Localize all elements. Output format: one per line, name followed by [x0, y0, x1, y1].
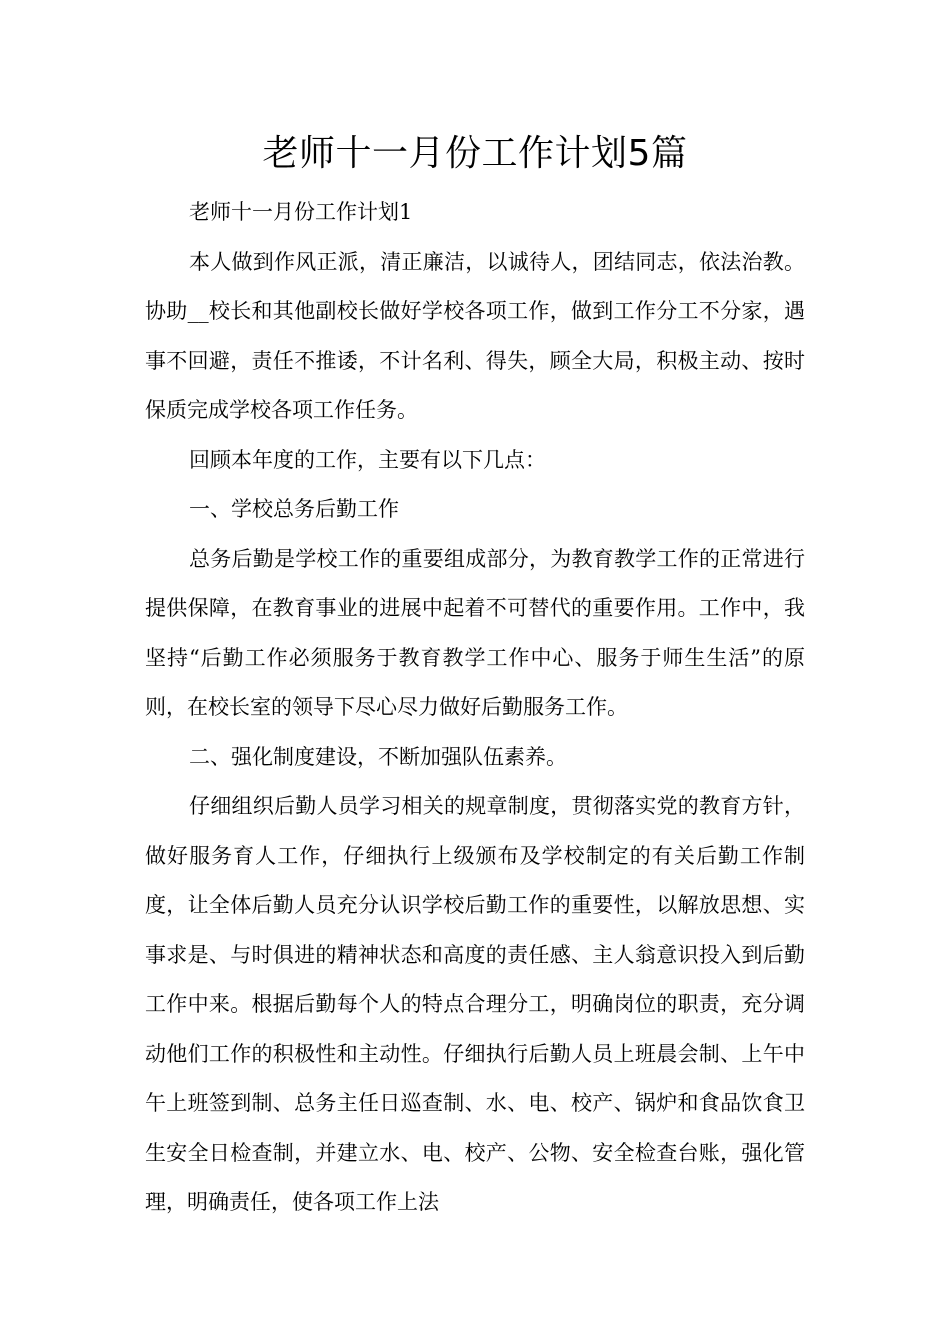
paragraph-system-building: 仔细组织后勤人员学习相关的规章制度，贯彻落实党的教育方针，做好服务育人工作，仔细执行上级颁布及学校制定的有关后勤工作制度，让全体后勤人员充分认识学校后勤工作的重要性，以解放思想、实事求是、与时俱进的精神状态和高度的责任感、主人翁意识投入到后勤工作中来。根据后勤每个人的特点合理分工，明确岗位的职责，充分调动他们工作的积极性和主动性。仔细执行后勤人员上班晨会制、上午中午上班签到制、总务主任日巡查制、水、电、校产、锅炉和食品饮食卫生安全日检查制，并建立水、电、校产、公物、安全检查台账，强化管理，明确责任，使各项工作上法 — [145, 794, 805, 1214]
paragraph-logistics: 总务后勤是学校工作的重要组成部分，为教育教学工作的正常进行提供保障，在教育事业的进展中起着不可替代的重要作用。工作中，我坚持“后勤工作必须服务于教育教学工作中心、服务于师生生活”的原则，在校长室的领导下尽心尽力做好后勤服务工作。 — [145, 546, 805, 719]
document-page — [145, 120, 805, 1228]
section-heading-system-building: 二、强化制度建设，不断加强队伍素养。 — [189, 744, 567, 769]
paragraph-conduct: 本人做到作风正派，清正廉洁，以诚待人，团结同志，依法治教。协助__校长和其他副校长做好学校各项工作，做到工作分工不分家，遇事不回避，责任不推诿，不计名利、得失，顾全大局，积极主动、按时保质完成学校各项工作任务。 — [145, 249, 805, 422]
section-heading-logistics: 一、学校总务后勤工作 — [189, 497, 399, 521]
paragraph-review-intro: 回顾本年度的工作，主要有以下几点： — [189, 447, 546, 472]
document-title: 老师十一月份工作计划5篇 — [262, 133, 688, 174]
section-heading-plan-1: 老师十一月份工作计划1 — [189, 200, 413, 224]
